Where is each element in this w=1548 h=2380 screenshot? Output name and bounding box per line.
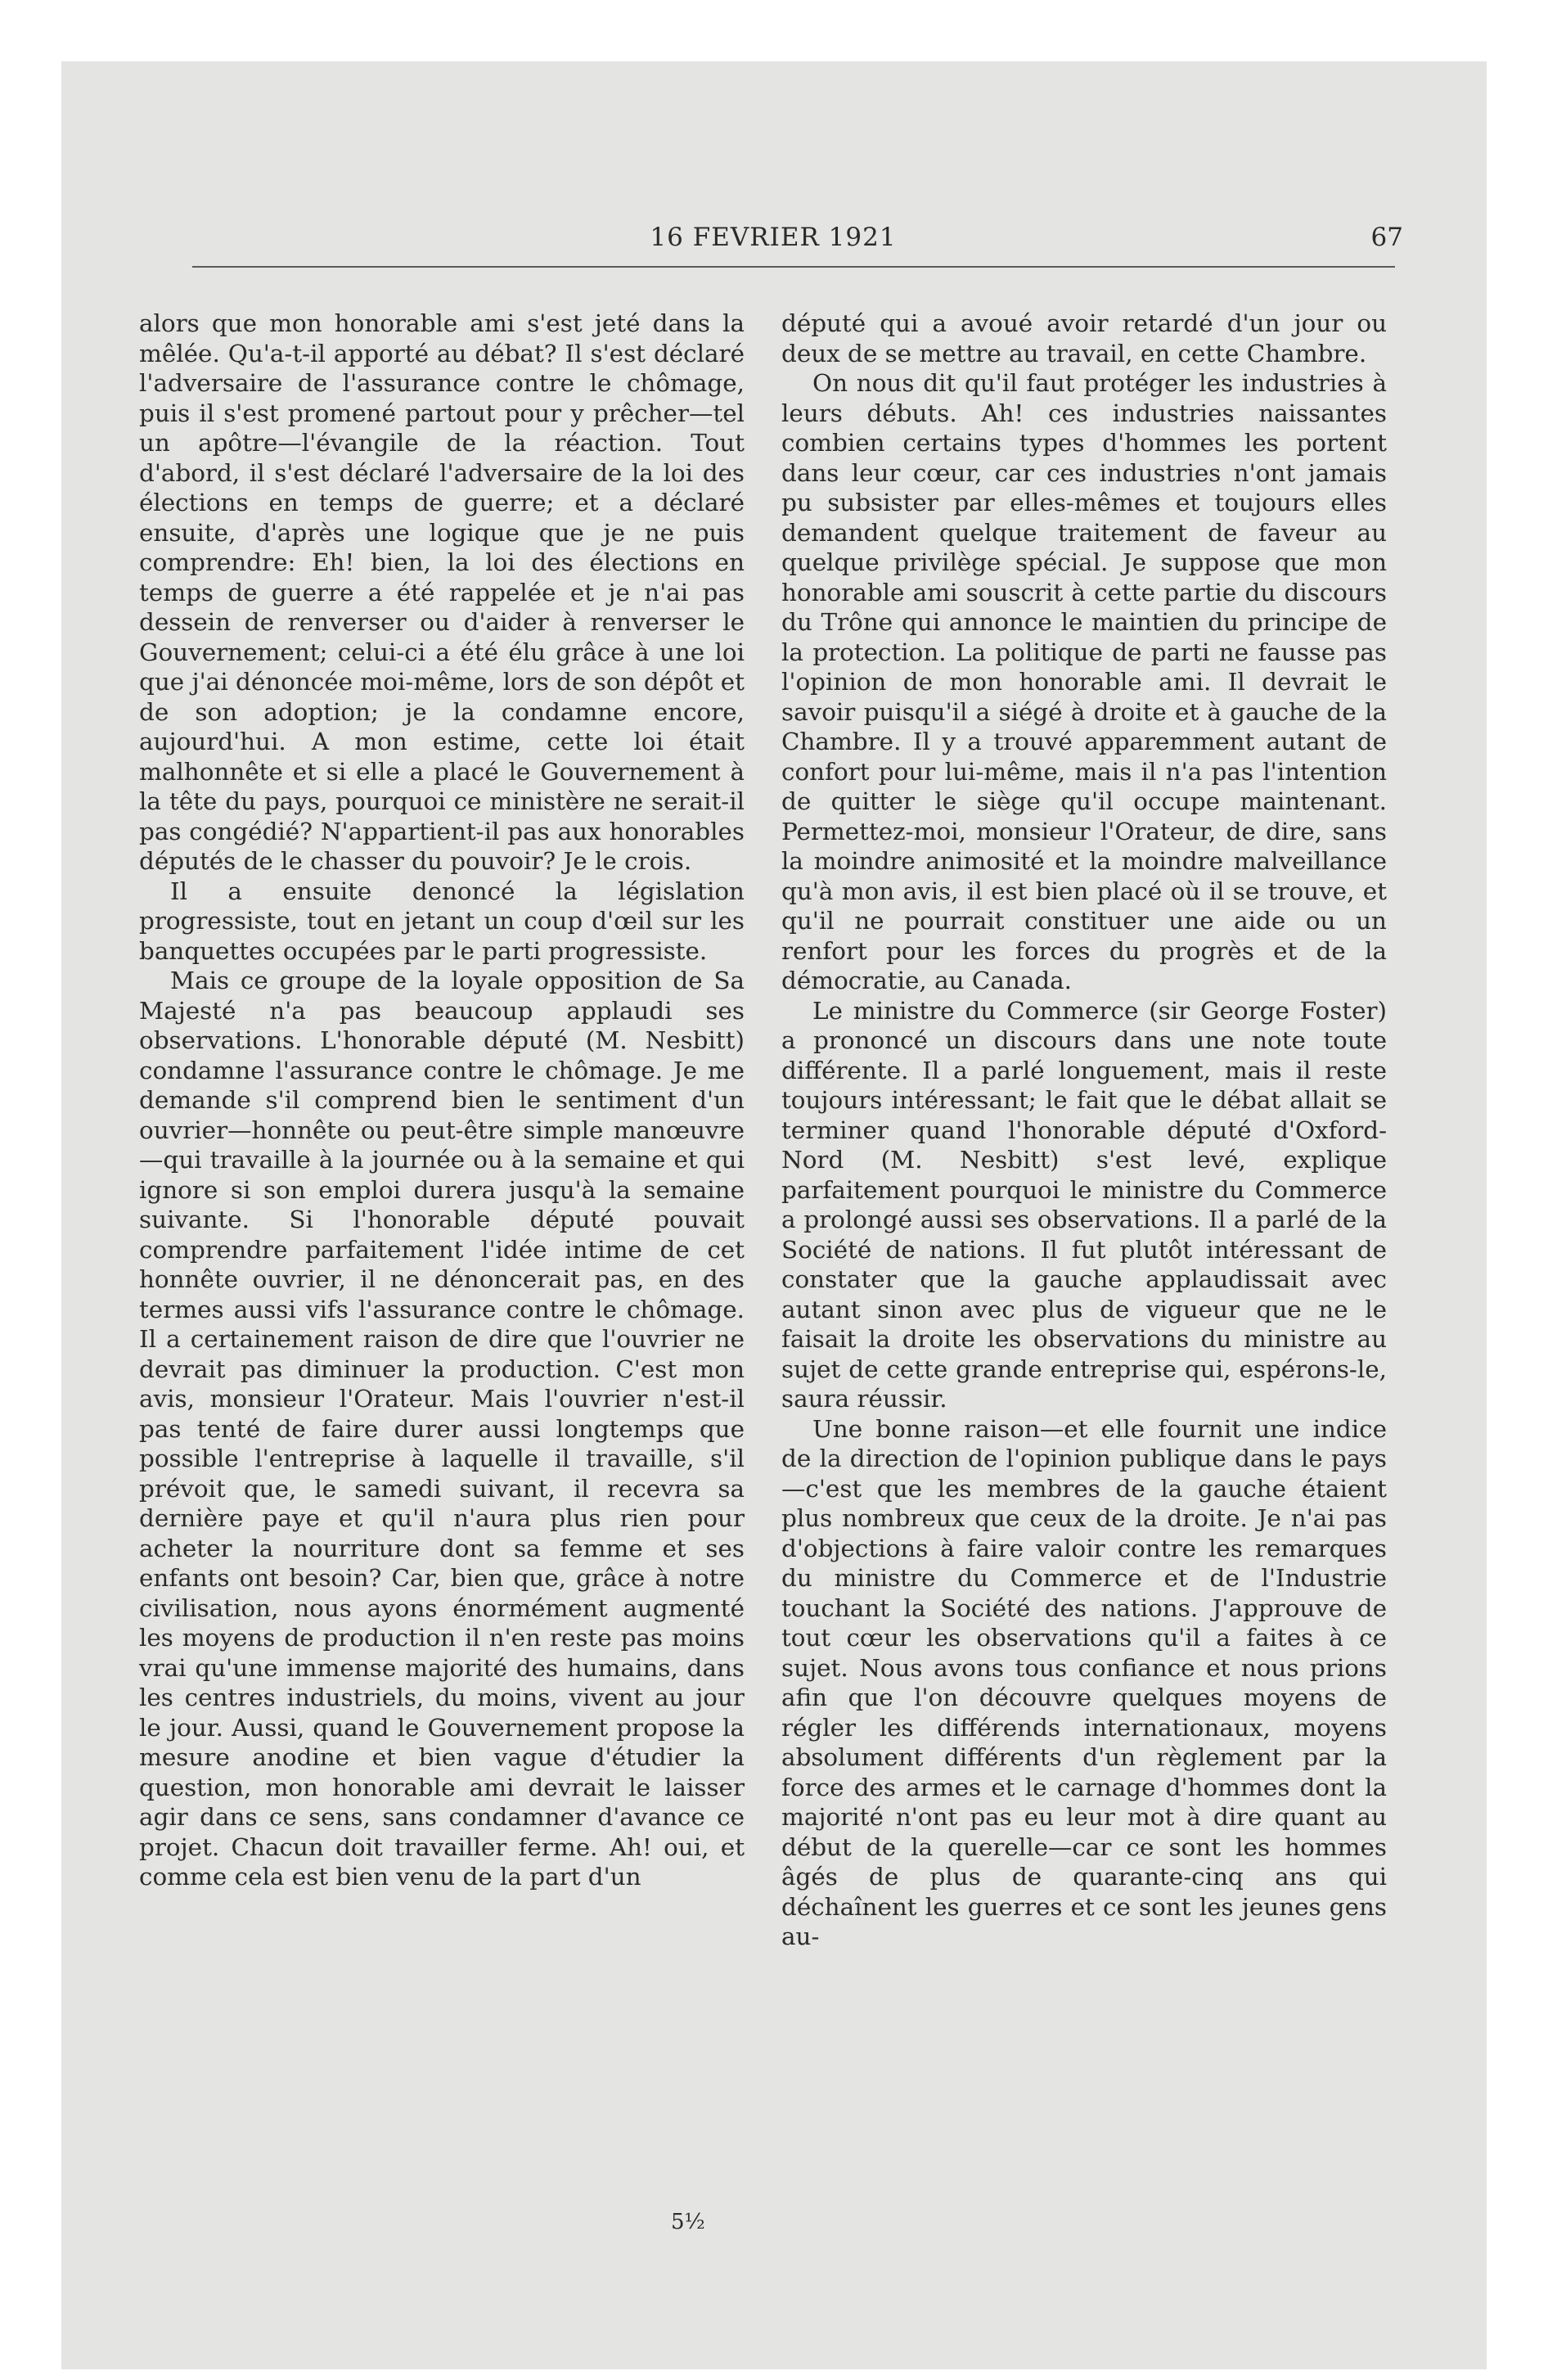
paragraph: Le ministre du Commerce (sir George Foster) a prononcé un discours dans une note toute différente. Il a parlé longuement, mais il reste toujours intéressant; le fait que le débat allait se terminer quand l'honorable député d'Oxford-Nord (M. Nesbitt) s'est levé, explique parfaitement pourquoi le ministre du Commerce a prolongé aussi ses observations. Il a parlé de la Société de nations. Il fut plutôt intéressant de constater que la gauche applaudissait avec autant sinon avec plus de vigueur que ne le faisait la droite les observations du ministre au sujet de cette grande entreprise qui, espérons-le, saura réussir. xyxy=(781,996,1387,1413)
left-column xyxy=(139,309,745,1892)
header-rule xyxy=(192,266,1395,268)
paragraph: On nous dit qu'il faut protéger les industries à leurs débuts. Ah! ces industries naissantes combien certains types d'hommes les portent dans leur cœur, car ces industries n'ont jamais pu subsister par elles-mêmes et toujours elles demandent quelque traitement de faveur au quelque privilège spécial. Je suppose que mon honorable ami souscrit à cette partie du discours du Trône qui annonce le maintien du principe de la protection. La politique de parti ne fausse pas l'opinion de mon honorable ami. Il devrait le savoir puisqu'il a siégé à droite et à gauche de la Chambre. Il y a trouvé apparemment autant de confort pour lui-même, mais il n'a pas l'intention de quitter le siège qu'il occupe maintenant. Permettez-moi, monsieur l'Orateur, de dire, sans la moindre animosité et la moindre malveillance qu'à mon avis, il est bien placé où il se trouve, et qu'il ne pourrait constituer une aide ou un renfort pour les forces du progrès et de la démocratie, au Canada. xyxy=(781,369,1387,994)
paragraph: Une bonne raison—et elle fournit une indice de la direction de l'opinion publique dans le pays—c'est que les membres de la gauche étaient plus nombreux que ceux de la droite. Je n'ai pas d'objections à faire valoir contre les remarques du ministre du Commerce et de l'Industrie touchant la Société des nations. J'approuve de tout cœur les observations qu'il a faites à ce sujet. Nous avons tous confiance et nous prions afin que l'on découvre quelques moyens de régler les différends internationaux, moyens absolument différents d'un règlement par la force des armes et le carnage d'hommes dont la majorité n'ont pas eu leur mot à dire quant au début de la querelle—car ce sont les hommes âgés de plus de quarante-cinq ans qui déchaînent les guerres et ce sont les jeunes gens au- xyxy=(781,1414,1387,1950)
page-number: 67 xyxy=(1370,223,1403,252)
running-title: 16 FEVRIER 1921 xyxy=(650,223,897,252)
paragraph: alors que mon honorable ami s'est jeté dans la mêlée. Qu'a-t-il apporté au débat? Il s'est déclaré l'adversaire de l'assurance contre le chômage, puis il s'est promené partout pour y prêcher—tel un apôtre—l'évangile de la réaction. Tout d'abord, il s'est déclaré l'adversaire de la loi des élections en temps de guerre; et a déclaré ensuite, d'après une logique que je ne puis comprendre: Eh! bien, la loi des élections en temps de guerre a été rappelée et je n'ai pas dessein de renverser ou d'aider à renverser le Gouvernement; celui-ci a été élu grâce à une loi que j'ai dénoncée moi-même, lors de son dépôt et de son adoption; je la condamne encore, aujourd'hui. A mon estime, cette loi était malhonnête et si elle a placé le Gouvernement à la tête du pays, pourquoi ce ministère ne serait-il pas congédié? N'appartient-il pas aux honorables députés de le chasser du pouvoir? Je le crois. xyxy=(139,309,745,875)
paragraph: Il a ensuite denoncé la législation progressiste, tout en jetant un coup d'œil sur les banquettes occupées par le parti progressiste. xyxy=(139,877,745,965)
running-head xyxy=(135,217,1411,258)
scanned-page xyxy=(61,61,1487,2369)
signature-mark: 5½ xyxy=(671,2210,705,2234)
paragraph: député qui a avoué avoir retardé d'un jour ou deux de se mettre au travail, en cette Chambre. xyxy=(781,309,1387,367)
paragraph: Mais ce groupe de la loyale opposition de Sa Majesté n'a pas beaucoup applaudi ses observations. L'honorable député (M. Nesbitt) condamne l'assurance contre le chômage. Je me demande s'il comprend bien le sentiment d'un ouvrier—honnête ou peut-être simple manœuvre—qui travaille à la journée ou à la semaine et qui ignore si son emploi durera jusqu'à la semaine suivante. Si l'honorable député pouvait comprendre parfaitement l'idée intime de cet honnête ouvrier, il ne dénoncerait pas, en des termes aussi vifs l'assurance contre le chômage. Il a certainement raison de dire que l'ouvrier ne devrait pas diminuer la production. C'est mon avis, monsieur l'Orateur. Mais l'ouvrier n'est-il pas tenté de faire durer aussi longtemps que possible l'entreprise à laquelle il travaille, s'il prévoit que, le samedi suivant, il recevra sa dernière paye et qu'il n'aura plus rien pour acheter la nourriture dont sa femme et ses enfants ont besoin? Car, bien que, grâce à notre civilisation, nous ayons énormément augmenté les moyens de production il n'en reste pas moins vrai qu'une immense majorité des humains, dans les centres industriels, du moins, vivent au jour le jour. Aussi, quand le Gouvernement propose la mesure anodine et bien vague d'étudier la question, mon honorable ami devrait le laisser agir dans ce sens, sans condamner d'avance ce projet. Chacun doit travailler ferme. Ah! oui, et comme cela est bien venu de la part d'un xyxy=(139,967,745,1891)
right-column xyxy=(781,309,1387,1952)
document-page xyxy=(135,135,1411,2279)
